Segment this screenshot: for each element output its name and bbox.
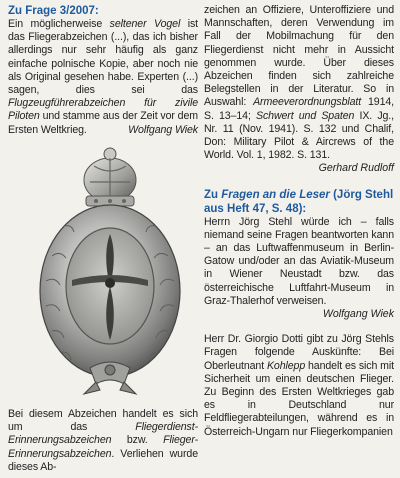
ribbon-bow [84,362,136,394]
left-column [8,4,198,137]
answer-paragraph-4: Herrn Jörg Stehl würde ich – falls niemand seine Fragen beantworten kann – an das Luftwaffenmuseum in Berlin-Gatow und/oder an das Aviatik-Museum in Wiener Neustadt bzw. das österreichische Luftfahrt-Museum in Graz-Thalerhof verweisen. [204,215,394,307]
signature-wolfgang-wiek-2: Wolfgang Wiek [322,308,394,321]
badge-illustration [34,146,186,396]
readers-question-heading: Zu Fragen an die Leser (Jörg Stehl aus Heft 47, S. 48): [204,188,394,215]
left-column-lower [8,408,198,474]
answer-paragraph-5: Herr Dr. Giorgio Dotti gibt zu Jörg Stehls Fragen folgende Auskünfte: Bei Oberleutnant Kohlepp handelt es sich mit Sicherheit um einen deutschen Flieger. Zu Beginn des Ersten Weltkrieges gab es in Deutschland nur Feldfliegerabteilungen, während es in Österreich-Ungarn nur Fliegerkompanien [204,333,394,438]
right-column [204,4,394,439]
question-heading: Zu Frage 3/2007: [8,5,99,17]
answer-paragraph-2: Bei diesem Abzeichen handelt es sich um das Fliegerdienst-Erinnerungsabzeichen bzw. Flieger-Erinnerungsabzeichen. Verliehen wurde dieses Ab- [8,408,198,473]
pilot-badge-image [34,146,186,396]
answer-paragraph-3: zeichen an Offiziere, Unteroffiziere und Mannschaften, deren Verwendung im Fall der Mobilmachung für den Fliegerdienst nicht mehr in Aussicht genommen wurde. Über dieses Abzeichen finden sich zahlreiche Belegstellen in der Literatur. So in Auswahl: Armeeverordnungsblatt 1914, S. 13–14; Schwert und Spaten IX. Jg., Nr. 11 (Nov. 1941). S. 132 und Chalif, Don: Military Pilot & Aircrews of the World. Vol. 1, 1982. S. 131. [204,4,395,162]
signature-gerhard-rudloff: Gerhard Rudloff [318,162,394,175]
answer-paragraph-1: Ein möglicherweise seltener Vogel ist das Fliegerabzeichen (...), das ich bisher allerdings nur sehr häufig als ganz einfache polnische Kopie, aber noch nie als Original gesehen habe. Experten (...) sagen, dies sei das Flugzeugführerabzeichen für zivile Piloten und stamme aus der Zeit vor dem Ersten Weltkrieg. Wolfgang Wiek [8,18,199,136]
signature-wolfgang-wiek: Wolfgang Wiek [128,123,198,136]
crown [84,148,136,206]
